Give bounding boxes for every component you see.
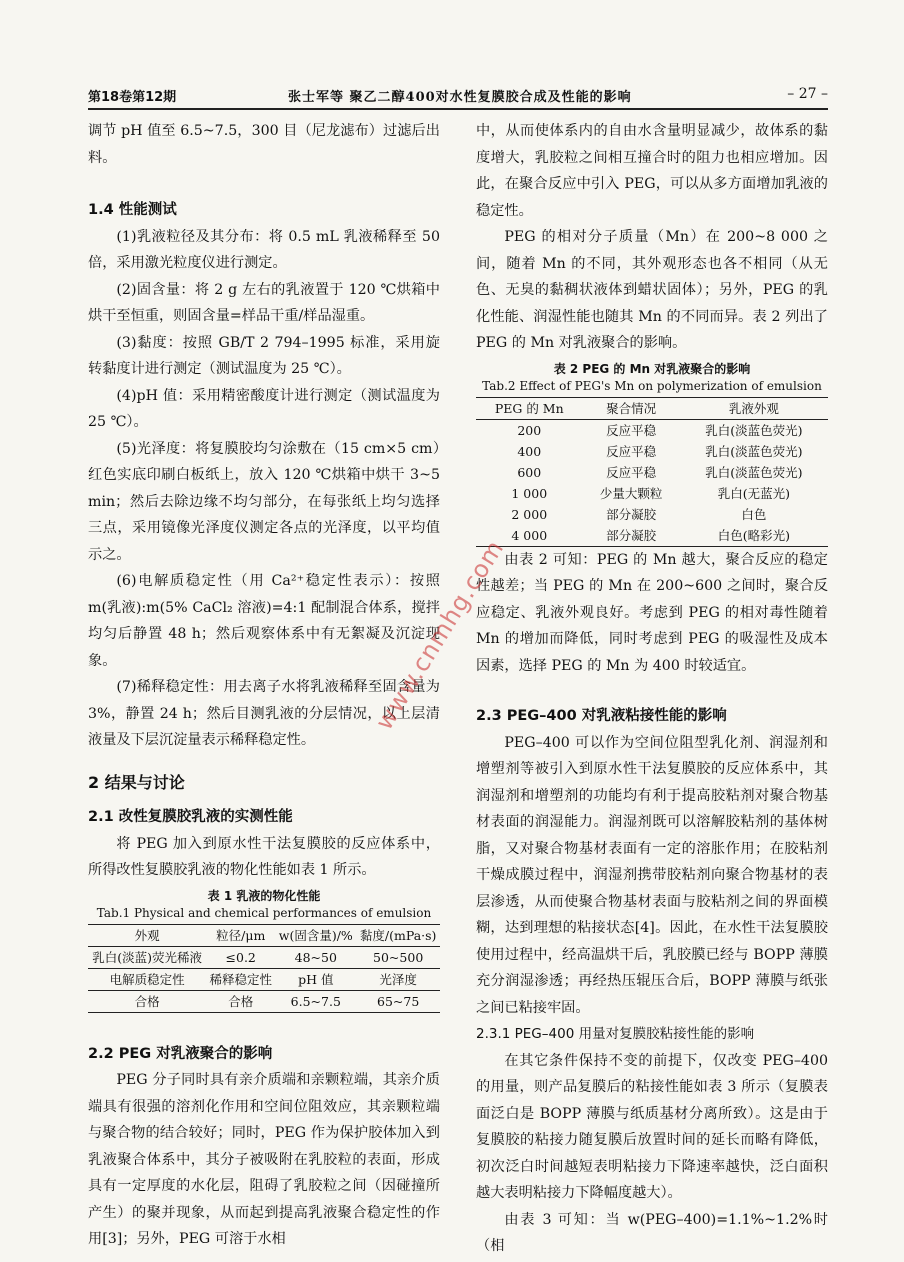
table1-cell: 65~75 [356,990,440,1012]
table-row [476,419,828,441]
section-heading-2-2: 2.2 PEG 对乳液聚合的影响 [88,1045,273,1062]
table1-cell: 6.5~7.5 [275,990,356,1012]
test-item: (2)固含量：将 2 g 左右的乳液置于 120 ℃烘箱中烘干至恒重，则固含量=样品干重/样品湿重。 [88,281,440,324]
test-item: (5)光泽度：将复膜胶均匀涂敷在（15 cm×5 cm）红色实底印刷白板纸上，放入 120 ℃烘箱中烘干 3~5 min；然后去除边缘不均匀部分，在每张纸上均匀选择三点，采用镜像光泽度仪测定各点的光泽度，以平均值示之。 [88,440,440,563]
table2-header: 乳液外观 [680,397,828,419]
paragraph: 将 PEG 加入到原水性干法复膜胶的反应体系中，所得改性复膜胶乳液的物化性能如表 1 所示。 [88,835,440,878]
running-title: 张士军等 聚乙二醇400对水性复膜胶合成及性能的影响 [288,90,632,105]
table2-cell: 反应平稳 [606,422,657,438]
table1-header: pH 值 [275,968,356,990]
test-item: (7)稀释稳定性：用去离子水将乳液稀释至固含量为 3%，静置 24 h；然后目测乳液的分层情况，以上层清液量及下层沉淀量表示稀释稳定性。 [88,679,440,748]
table1-cell: 50~500 [356,946,440,968]
paragraph: 调节 pH 值至 6.5~7.5，300 目（尼龙滤布）过滤后出料。 [88,123,440,166]
table2-cell: 白色 [741,506,767,522]
table2-cell: 4 000 [476,525,583,547]
watermark: www.cnmhg.com [370,534,510,735]
table2-caption-en: Tab.2 Effect of PEG's Mn on polymerization of emulsion [482,378,822,393]
table-row [476,525,828,547]
table2-cell: 400 [517,443,542,459]
table2-header: 聚合情况 [583,397,680,419]
table2-cell: 乳白(淡蓝色荧光) [705,464,803,480]
table-1 [88,924,440,1013]
table-row [88,946,440,968]
left-column [88,118,440,1253]
table2-cell: 部分凝胶 [583,525,680,547]
table2-header: PEG 的 Mn [476,397,583,419]
table1-cell: 合格 [88,990,206,1012]
table1-header: 光泽度 [356,968,440,990]
table2-cell: 1 000 [511,485,548,501]
paragraph: 中，从而使体系内的自由水含量明显减少，故体系的黏度增大，乳胶粒之间相互撞合时的阻力也相应增加。因此，在聚合反应中引入 PEG，可以从多方面增加乳液的稳定性。 [476,123,828,219]
paragraph: PEG–400 可以作为空间位阻型乳化剂、润湿剂和增塑剂等被引入到原水性干法复膜胶的反应体系中，其润湿剂和增塑剂的功能均有利于提高胶粘剂对聚合物基材表面的润湿能力。润湿剂既可以溶解胶粘剂的基体树脂，又对聚合物基材表面有一定的溶胀作用；在胶粘剂干燥成膜过程中，润湿剂携带胶粘剂向聚合物基材的表层渗透，从而使聚合物基材表面与胶粘剂之间的界面模糊，达到理想的粘接状态[4]。因此，在水性干法复膜胶使用过程中，经高温烘干后，乳胶膜已经与 BOPP 薄膜充分润湿渗透；再经热压辊压合后，BOPP 薄膜与纸张之间已粘接牢固。 [476,734,828,1016]
table2-cell: 乳白(淡蓝色荧光) [705,422,803,438]
section-heading-1-4: 1.4 性能测试 [88,202,177,218]
table2-cell: 200 [517,422,542,438]
section-heading-2-3: 2.3 PEG–400 对乳液粘接性能的影响 [476,708,727,724]
table2-cell: 反应平稳 [606,464,657,480]
table-row [88,990,440,1012]
test-item: (3)黏度：按照 GB/T 2 794–1995 标准，采用旋转黏度计进行测定（测试温度为 25 ℃）。 [88,334,440,377]
right-column [476,118,828,1260]
test-item: (1)乳液粒径及其分布：将 0.5 mL 乳液稀释至 50 倍，采用激光粒度仪进行测定。 [88,228,440,271]
table2-cell: 600 [517,464,542,480]
table1-cell: 乳白(淡蓝)荧光稀液 [88,946,206,968]
table1-cell: ≤0.2 [206,946,275,968]
table2-cell: 2 000 [511,506,548,522]
table2-caption-zh: 表 2 PEG 的 Mn 对乳液聚合的影响 [553,361,751,376]
table1-caption [88,888,440,922]
table1-header: 粒径/μm [206,924,275,946]
table2-cell: 乳白(淡蓝色荧光) [705,443,803,459]
paragraph: PEG 分子同时具有亲介质端和亲颗粒端，其亲介质端具有很强的溶剂化作用和空间位阻效应，其亲颗粒端与聚合物的结合较好；同时，PEG 作为保护胶体加入到乳液聚合体系中，其分子被吸附在乳胶粒的表面，形成具有一定厚度的水化层，阻碍了乳胶粒之间（因碰撞所产生）的聚并现象，从而起到提高乳液聚合稳定性的作用[3]；另外，PEG 可溶于水相 [88,1072,440,1247]
table-2 [476,397,828,547]
test-item: (4)pH 值：采用精密酸度计进行测定（测试温度为 25 ℃）。 [88,387,440,430]
header-rule [88,108,828,110]
section-heading-2-1: 2.1 改性复膜胶乳液的实测性能 [88,809,293,825]
table-row [476,483,828,504]
table2-cell: 乳白(无蓝光) [717,485,791,501]
table2-caption [476,361,828,395]
table-row [476,441,828,462]
table-row [476,504,828,525]
table2-cell: 反应平稳 [606,443,657,459]
test-item: (6)电解质稳定性（用 Ca²⁺稳定性表示）：按照 m(乳液):m(5% CaCl₂ 溶液)=4:1 配制混合体系，搅拌均匀后静置 48 h；然后观察体系中有无絮凝及沉淀现象。 [88,573,440,669]
table2-cell: 部分凝胶 [606,506,657,522]
paragraph: PEG 的相对分子质量（Mn）在 200~8 000 之间，随着 Mn 的不同，其外观形态也各不相同（从无色、无臭的黏稠状液体到蜡状固体）；另外，PEG 的乳化性能、润湿性能也随其 Mn 的不同而异。表 2 列出了 PEG 的 Mn 对乳液聚合的影响。 [476,229,828,351]
table-row [88,968,440,990]
journal-issue: 第18卷第12期 [88,90,177,105]
page-number: – 27 – [787,86,828,102]
paragraph: 由表 2 可知：PEG 的 Mn 越大，聚合反应的稳定性越差；当 PEG 的 Mn 在 200~600 之间时，聚合反应稳定、乳液外观良好。考虑到 PEG 的相对毒性随着 Mn 的增加而降低，同时考虑到 PEG 的吸湿性及成本因素，选择 PEG 的 Mn 为 400 时较适宜。 [476,551,828,674]
table1-cell: 合格 [206,990,275,1012]
paragraph: 由表 3 可知：当 w(PEG–400)=1.1%~1.2%时（相 [476,1211,828,1254]
table1-header: 稀释稳定性 [206,968,275,990]
table1-header: 黏度/(mPa·s) [356,924,440,946]
section-heading-2: 2 结果与讨论 [88,772,185,792]
table1-cell: 48~50 [275,946,356,968]
section-heading-2-3-1: 2.3.1 PEG–400 用量对复膜胶粘接性能的影响 [476,1026,755,1042]
table1-caption-en: Tab.1 Physical and chemical performances of emulsion [96,905,432,920]
table2-cell: 白色(略彩光) [680,525,828,547]
table1-header: 外观 [88,924,206,946]
table1-caption-zh: 表 1 乳液的物化性能 [207,888,321,903]
table-row [476,462,828,483]
table1-header: w(固含量)/% [275,924,356,946]
running-header [88,84,828,106]
table1-header: 电解质稳定性 [88,968,206,990]
paragraph: 在其它条件保持不变的前提下，仅改变 PEG–400 的用量，则产品复膜后的粘接性能如表 3 所示（复膜表面泛白是 BOPP 薄膜与纸质基材分离所致）。这是由于复膜胶的粘接力随复膜后放置时间的延长而略有降低，初次泛白时间越短表明粘接力下降速率越快，泛白面积越大表明粘接力下降幅度越大）。 [476,1052,828,1201]
table2-cell: 少量大颗粒 [599,485,663,501]
